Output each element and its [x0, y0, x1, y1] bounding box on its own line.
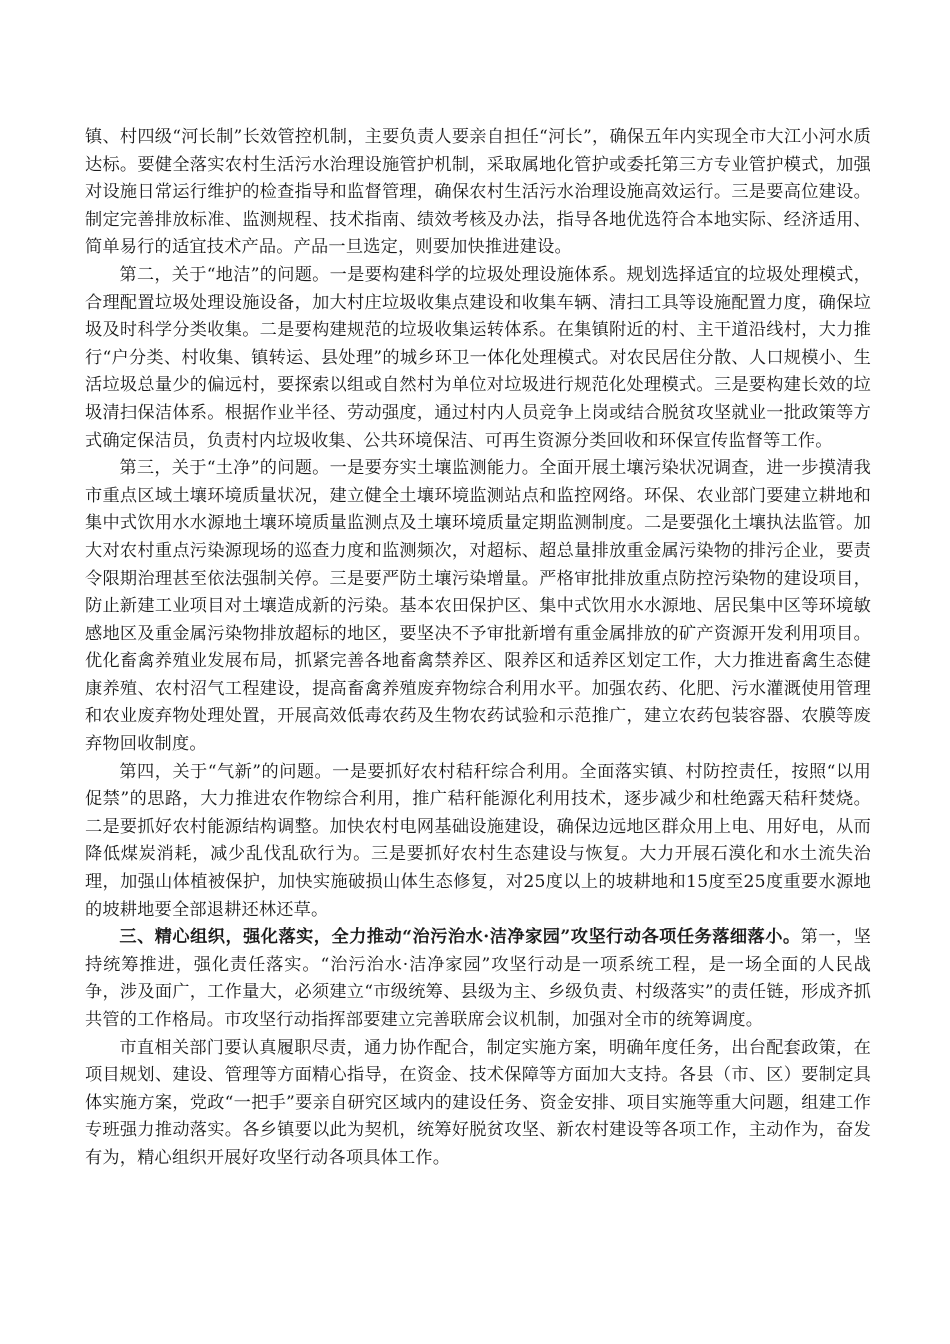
paragraph-text: 第二，关于“地洁”的问题。一是要构建科学的垃圾处理设施体系。规划选择适宜的垃圾处理模式，合理配置垃圾处理设施设备，加大村庄垃圾收集点建设和收集车辆、清扫工具等设施配置力度，确保垃圾及时科学分类收集。二是要构建规范的垃圾收集运转体系。在集镇附近的村、主干道沿线村，大力推行“户分类、村收集、镇转运、县处理”的城乡环卫一体化处理模式。对农民居住分散、人口规模小、生活垃圾总量少的偏远村，要探索以组或自然村为单位对垃圾进行规范化处理模式。三是要构建长效的垃圾清扫保洁体系。根据作业半径、劳动强度，通过村内人员竞争上岗或结合脱贫攻坚就业一批政策等方式确定保洁员，负责村内垃圾收集、公共环境保洁、可再生资源分类回收和环保宣传监督等工作。 — [85, 264, 871, 451]
paragraph-3 — [85, 455, 871, 759]
paragraph-5 — [85, 924, 871, 1034]
paragraph-2 — [85, 262, 871, 455]
section-heading: 三、精心组织，强化落实，全力推动“治污治水·洁净家园”攻坚行动各项任务落细落小。 — [119, 927, 801, 948]
paragraph-6 — [85, 1035, 871, 1173]
paragraph-1 — [85, 124, 871, 262]
paragraph-4 — [85, 759, 871, 925]
paragraph-text: 镇、村四级“河长制”长效管控机制，主要负责人要亲自担任“河长”，确保五年内实现全市大江小河水质达标。要健全落实农村生活污水治理设施管护机制，采取属地化管护或委托第三方专业管护模式，加强对设施日常运行维护的检查指导和监督管理，确保农村生活污水治理设施高效运行。三是要高位建设。制定完善排放标准、监测规程、技术指南、绩效考核及办法，指导各地优选符合本地实际、经济适用、简单易行的适宜技术产品。产品一旦选定，则要加快推进建设。 — [85, 127, 871, 258]
paragraph-text: 第一，坚持统筹推进，强化责任落实。“治污治水·洁净家园”攻坚行动是一项系统工程，是一场全面的人民战争，涉及面广，工作量大，必须建立“市级统筹、县级为主、乡级负责、村级落实”的责任链，形成齐抓共管的工作格局。市攻坚行动指挥部要建立完善联席会议机制，加强对全市的统筹调度。 — [85, 927, 871, 1030]
document-body — [85, 124, 871, 1173]
paragraph-text: 第四，关于“气新”的问题。一是要抓好农村秸秆综合利用。全面落实镇、村防控责任，按照“以用促禁”的思路，大力推进农作物综合利用，推广秸秆能源化利用技术，逐步减少和杜绝露天秸秆焚烧。二是要抓好农村能源结构调整。加快农村电网基础设施建设，确保边远地区群众用上电、用好电，从而降低煤炭消耗，减少乱伐乱砍行为。三是要抓好农村生态建设与恢复。大力开展石漠化和水土流失治理，加强山体植被保护，加快实施破损山体生态修复，对25度以上的坡耕地和15度至25度重要水源地的坡耕地要全部退耕还林还草。 — [85, 761, 871, 920]
paragraph-text: 市直相关部门要认真履职尽责，通力协作配合，制定实施方案，明确年度任务，出台配套政策，在项目规划、建设、管理等方面精心指导，在资金、技术保障等方面加大支持。各县（市、区）要制定具体实施方案，党政“一把手”要亲自研究区域内的建设任务、资金安排、项目实施等重大问题，组建工作专班强力推动落实。各乡镇要以此为契机，统筹好脱贫攻坚、新农村建设等各项工作，主动作为，奋发有为，精心组织开展好攻坚行动各项具体工作。 — [85, 1037, 871, 1168]
paragraph-text: 第三，关于“土净”的问题。一是要夯实土壤监测能力。全面开展土壤污染状况调查，进一步摸清我市重点区域土壤环境质量状况，建立健全土壤环境监测站点和监控网络。环保、农业部门要建立耕地和集中式饮用水水源地土壤环境质量监测点及土壤环境质量定期监测制度。二是要强化土壤执法监管。加大对农村重点污染源现场的巡查力度和监测频次，对超标、超总量排放重金属污染物的排污企业，要责令限期治理甚至依法强制关停。三是要严防土壤污染增量。严格审批排放重点防控污染物的建设项目，防止新建工业项目对土壤造成新的污染。基本农田保护区、集中式饮用水水源地、居民集中区等环境敏感地区及重金属污染物排放超标的地区，要坚决不予审批新增有重金属排放的矿产资源开发利用项目。优化畜禽养殖业发展布局，抓紧完善各地畜禽禁养区、限养区和适养区划定工作，大力推进畜禽生态健康养殖、农村沼气工程建设，提高畜禽养殖废弃物综合利用水平。加强农药、化肥、污水灌溉使用管理和农业废弃物处理处置，开展高效低毒农药及生物农药试验和示范推广，建立农药包装容器、农膜等废弃物回收制度。 — [85, 458, 871, 755]
